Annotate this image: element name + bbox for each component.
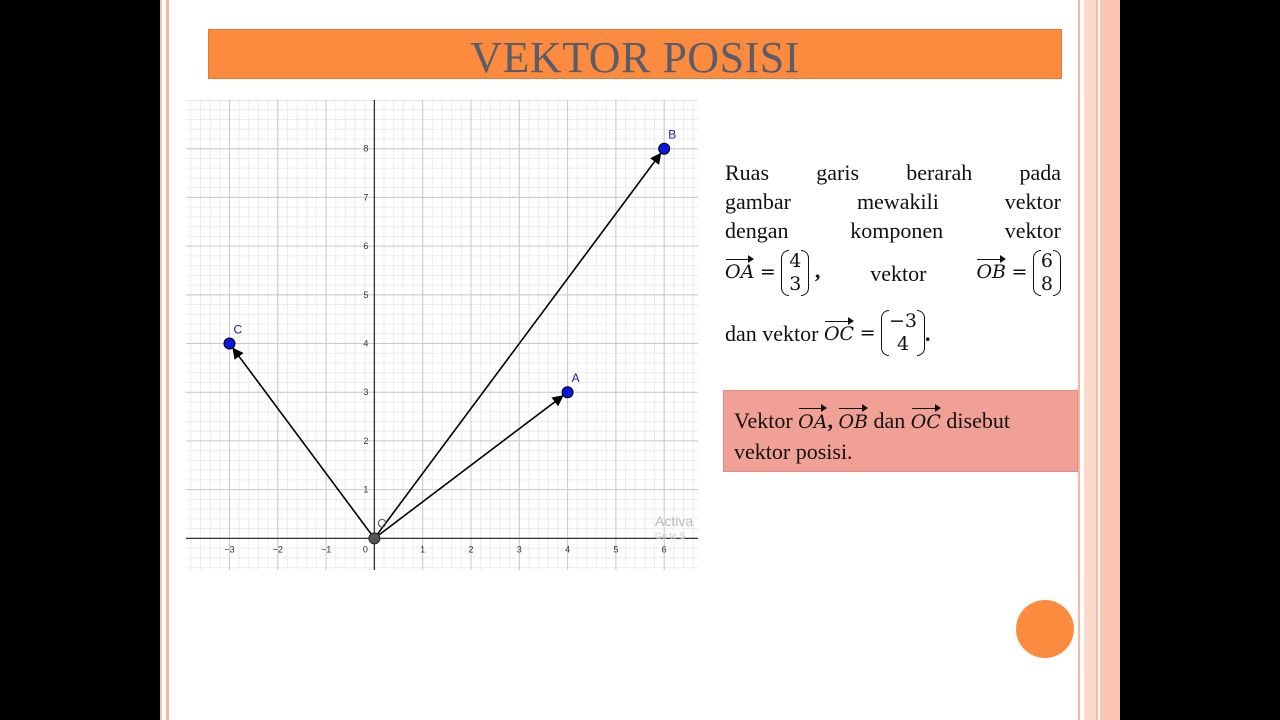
point-label-a: A: [571, 371, 580, 386]
explanation-paragraph: [725, 158, 1061, 361]
x-tick-label: 6: [661, 544, 667, 555]
note-disebut: disebut: [946, 408, 1010, 433]
right-stripe-4: [1100, 0, 1120, 720]
point-label-b: B: [668, 127, 677, 142]
x-tick-label: 1: [420, 544, 426, 555]
y-tick-label: 1: [363, 484, 369, 495]
ob-x-component: 6: [1040, 250, 1053, 272]
vector-oc: OC: [824, 318, 854, 349]
ob-equation: [976, 250, 1061, 296]
comma-separator: ,: [814, 258, 821, 284]
vector-oc-line: [725, 305, 1061, 361]
decorative-circle: [1016, 600, 1074, 658]
title-bar: [208, 29, 1062, 82]
position-vector-c: [233, 348, 374, 538]
left-stripe-inner: [166, 0, 169, 720]
slide-title: VEKTOR POSISI: [470, 33, 800, 82]
point-label-c: C: [233, 322, 243, 337]
dan-vektor-text: dan vektor: [725, 320, 819, 346]
ob-column-matrix: [1033, 250, 1061, 296]
point-b: [659, 143, 670, 154]
note-prefix: Vektor: [734, 408, 793, 433]
x-tick-label: 0: [362, 544, 368, 555]
y-tick-label: 5: [363, 289, 369, 300]
vektor-word: vektor: [870, 260, 927, 286]
x-tick-label: 5: [613, 544, 619, 555]
right-stripe-1: [1078, 0, 1080, 720]
x-tick-label: −1: [320, 544, 332, 555]
note-comma: ,: [827, 408, 833, 433]
origin-point: [369, 533, 380, 544]
note-box: [723, 390, 1078, 472]
position-vector-a: [374, 396, 562, 538]
paragraph-line-2: gambar mewakili vektor: [725, 189, 1061, 214]
left-stripe-outer: [160, 0, 162, 720]
x-tick-label: 3: [516, 544, 522, 555]
vector-equation-line: [725, 245, 1061, 301]
y-tick-label: 6: [363, 241, 369, 252]
vector-oa: OA: [725, 256, 754, 287]
note-vector-oc: OC: [911, 405, 941, 437]
oc-y-component: 4: [896, 333, 910, 355]
note-vector-oa: OA: [798, 405, 827, 437]
oa-column-matrix: [781, 250, 809, 296]
oa-y-component: 3: [789, 273, 802, 295]
period: .: [925, 320, 931, 346]
paragraph-line-1: Ruas garis berarah pada: [725, 160, 1061, 185]
point-c: [224, 338, 235, 349]
ob-y-component: 8: [1040, 273, 1053, 295]
oa-equation: [725, 250, 820, 296]
note-vector-ob: OB: [838, 405, 868, 437]
origin-label: O: [377, 516, 387, 531]
y-tick-label: 3: [363, 387, 369, 398]
oa-x-component: 4: [789, 250, 802, 272]
point-a: [562, 387, 573, 398]
equals-sign: =: [1011, 261, 1028, 284]
x-tick-label: 2: [468, 544, 474, 555]
oc-x-component: −3: [889, 310, 918, 332]
equals-sign: =: [759, 261, 776, 284]
paragraph-line-3: dengan komponen vektor: [725, 218, 1061, 243]
note-dan: dan: [873, 408, 906, 433]
position-vector-b: [374, 154, 660, 539]
equals-sign: =: [859, 321, 876, 344]
oc-column-matrix: [881, 310, 925, 356]
x-tick-label: −3: [224, 544, 235, 555]
vector-ob: OB: [976, 256, 1006, 287]
x-tick-label: 4: [565, 544, 571, 555]
note-line-1: [734, 405, 1069, 437]
y-tick-label: 8: [363, 143, 369, 154]
slide: [160, 0, 1120, 720]
coordinate-graph: [186, 100, 698, 575]
y-tick-label: 4: [363, 338, 369, 349]
right-stripe-3: [1096, 0, 1098, 720]
y-tick-label: 7: [363, 192, 369, 203]
note-line-2: vektor posisi.: [734, 439, 853, 464]
watermark-subtext: Go to S: [655, 531, 686, 541]
watermark-text: Activa: [655, 513, 694, 529]
x-tick-label: −2: [272, 544, 283, 555]
right-stripe-2: [1084, 0, 1096, 720]
y-tick-label: 2: [363, 435, 369, 446]
